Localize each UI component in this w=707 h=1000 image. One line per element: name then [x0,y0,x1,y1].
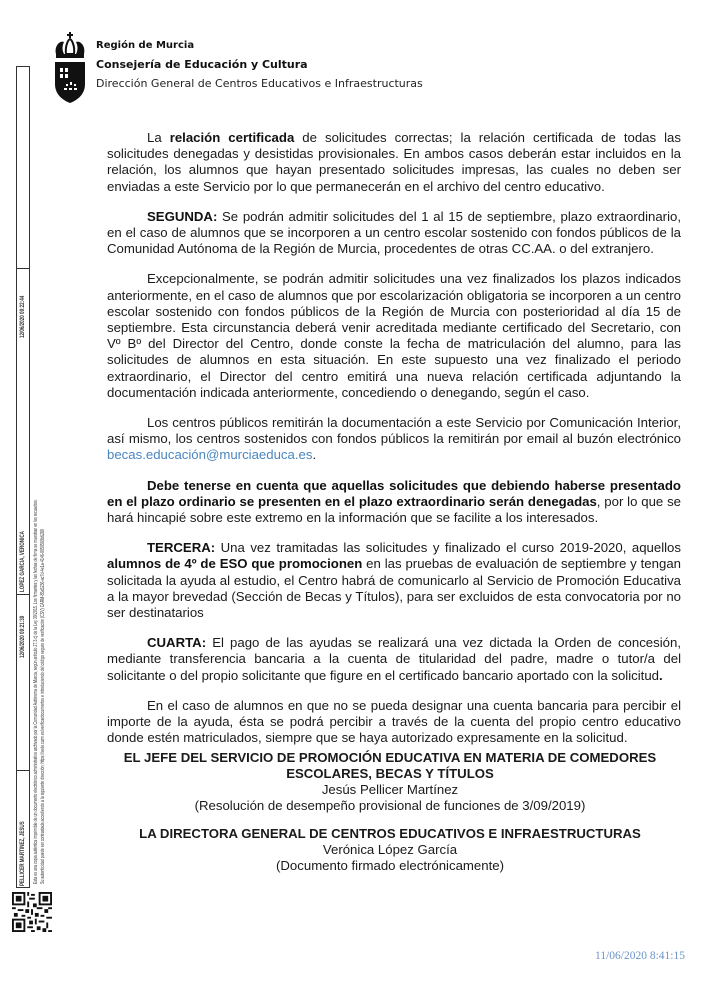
print-timestamp: 11/06/2020 8:41:15 [595,950,685,962]
email-link[interactable]: becas.educación@murciaeduca.es [107,447,313,463]
paragraph-cuarta: CUARTA: El pago de las ayudas se realizará una vez dictada la Orden de concesión, mediante transferencia bancaria a la cuenta de titularidad del padre, madre o tutor/a del solicitante o del propio solicitante que figure en el certificado bancario aportado con la solicitud. [107,635,681,683]
signer1-date: 12/06/2020 09:21:39 [19,615,26,658]
signature-note: (Documento firmado electrónicamente) [276,858,504,873]
paragraph-remision: Los centros públicos remitirán la documentación a este Servicio por Comunicación Interior, así mismo, los centros sostenidos con fondos públicos la remitirán por email al buzón electrónico becas.educación@murciaeduca.es. [107,415,681,463]
consejeria-name: Consejería de Educación y Cultura [96,58,308,71]
signature-note: (Resolución de desempeño provisional de funciones de 3/09/2019) [194,798,586,813]
signature-title: LA DIRECTORA GENERAL DE CENTROS EDUCATIVOS E INFRAESTRUCTURAS [139,826,641,841]
qr-code-icon [12,892,52,932]
signer2-date: 12/06/2020 09:22:44 [19,295,26,338]
signature-name: Jesús Pellicer Martínez [321,782,459,797]
signature-block-jefe [100,750,680,814]
paragraph-excepcionalmente: Excepcionalmente, se podrán admitir solicitudes una vez finalizados los plazos indicados anteriormente, en el caso de alumnos que por escolarización obligatoria se incorporen a un centro escolar sostenido con fondos públicos de la Región de Murcia con posterioridad al día 15 de septiembre. Esta circunstancia deberá venir acreditada mediante certificado del Secretario, con Vº Bº del Director del Centro, donde conste la fecha de matriculación del alumno, para las solicitudes de alumnos en esta situación. En este supuesto una vez finalizado el periodo extraordinario, el Director del centro emitirá una nueva relación certificada adjuntando la documentación indicada anteriormente, concediendo o denegando, según el caso. [107,271,681,400]
coat-of-arms-icon [52,32,88,104]
signature-title: EL JEFE DEL SERVICIO DE PROMOCIÓN EDUCATIVA EN MATERIA DE COMEDORES ESCOLARES, BECAS Y TÍTULOS [123,750,657,781]
paragraph-cuenta-centro: En el caso de alumnos en que no se pueda designar una cuenta bancaria para percibir el importe de la ayuda, ésta se podrá percibir a través de la cuenta del propio centro educativo donde estén matriculados, siempre que se haya autorizado expresamente en la solicitud. [107,697,681,746]
direccion-name: Dirección General de Centros Educativos e Infraestructuras [96,77,423,90]
paragraph-tercera: TERCERA: Una vez tramitadas las solicitudes y finalizado el curso 2019-2020, aquellos alumnos de 4º de ESO que promocionen en las pruebas de evaluación de septiembre y tengan solicitada la ayuda al estudio, el Centro habrá de comunicarlo al Servicio de Promoción Educativa a la mayor brevedad (Sección de Becas y Títulos), para ser excluidos de esta convocatoria por no ser destinatarios [107,540,681,621]
document-body [107,130,681,761]
legal-text-line2: Su autenticidad puede ser contrastada accediendo a la siguiente dirección: https://sede.carm.es/verificardocumentos e introduciendo del código seguro de verificación (CSV) CARM-85a5236-ac7d-4e1a-4146-0050569b6280 [40,528,46,884]
region-name: Región de Murcia [96,40,195,51]
strip-divider [16,594,30,595]
paragraph-segunda: SEGUNDA: Se podrán admitir solicitudes del 1 al 15 de septiembre, plazo extraordinario, en el caso de alumnos que se incorporen a un centro escolar sostenido con fondos públicos de la Comunidad Autónoma de la Región de Murcia, procedentes de otras CC.AA. o del extranjero. [107,208,681,257]
strip-divider [16,770,30,771]
signer1-name: PELLICER MARTINEZ, JESUS [19,821,26,886]
signature-box [16,66,30,888]
strip-divider [16,268,30,269]
paragraph-relacion: La relación certificada de solicitudes correctas; la relación certificada de todas las solicitudes denegadas y desistidas provisionales. En ambos casos deberán estar incluidos en la relación, los alumnos que hayan presentado solicitudes impresas, las cuales no deben ser enviadas a este Servicio por lo que permanecerán en el archivo del centro educativo. [107,130,681,194]
paragraph-aviso: Debe tenerse en cuenta que aquellas solicitudes que debiendo haberse presentado en el plazo ordinario se presenten en el plazo extraordinario serán denegadas, por lo que se hará hincapié sobre este extremo en la información que se facilite a los interesados. [107,477,681,526]
signature-name: Verónica López García [322,842,458,857]
legal-text-line1: Esta es una copia auténtica imprimible de un documento electrónico administrativo archivado por la Comunidad Autónoma de Murcia, según artículo 27.3.c) de la Ley 39/2015. Los firmantes y las fechas de firma se muestran en los recuadros. [33,499,39,884]
signature-block-directora [100,826,680,874]
signer2-name: LOPEZ GARCIA, VERONICA [19,531,26,592]
